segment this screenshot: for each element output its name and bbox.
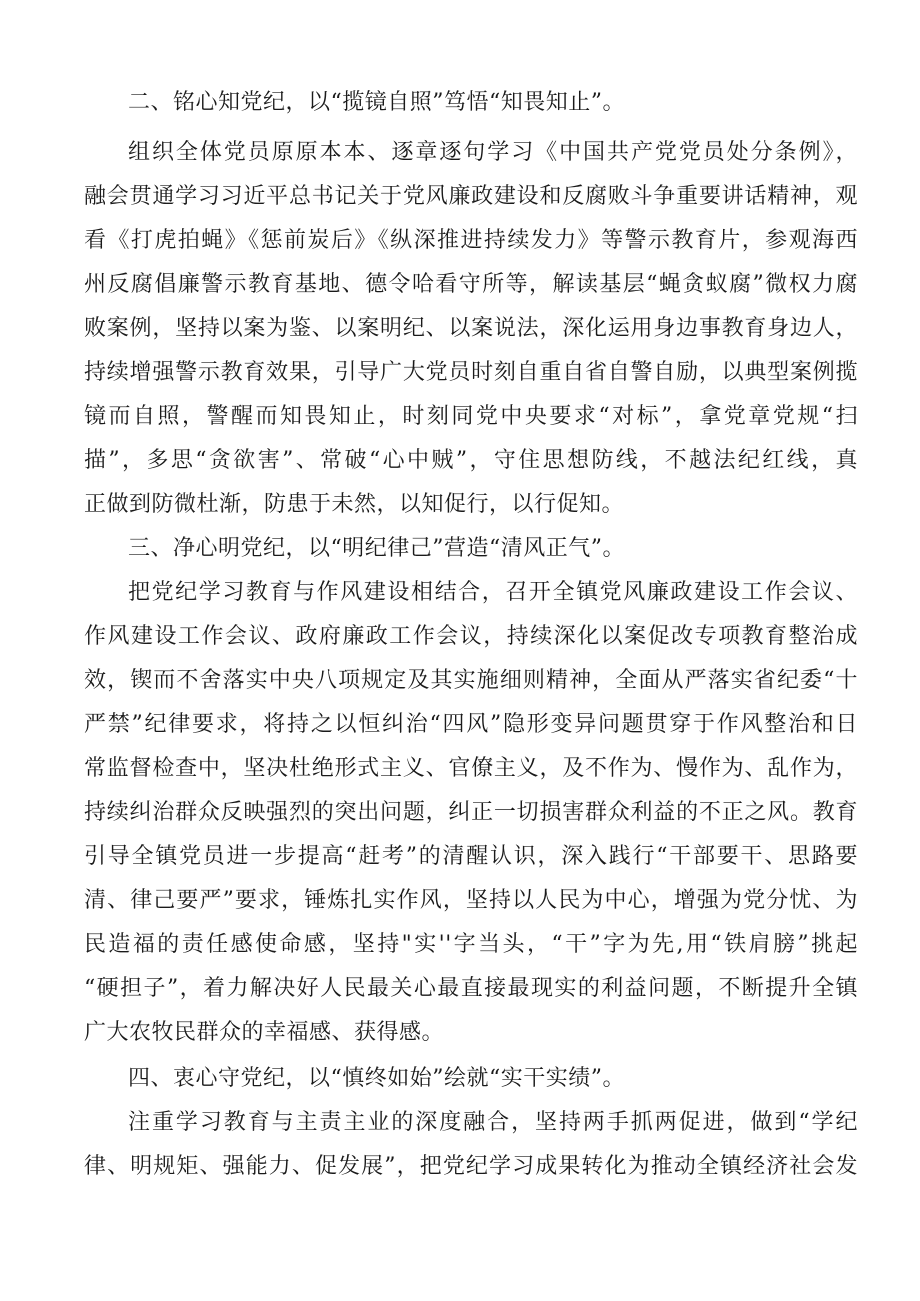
paragraph-line: 描”，多思“贪欲害”、常破“心中贼”，守住思想防线，不越法纪红线，真 [84,448,858,473]
paragraph-line: 引导全镇党员进一步提高“赶考”的清醒认识，深入践行“干部要干、思路要 [84,844,858,869]
paragraph-line: 正做到防微杜渐，防患于未然，以知促行，以行促知。 [84,492,625,517]
paragraph-line: 注重学习教育与主责主业的深度融合，坚持两手抓两促进，做到“学纪 [128,1110,858,1135]
paragraph-line: 融会贯通学习习近平总书记关于党风廉政建设和反腐败斗争重要讲话精神，观 [84,184,858,209]
paragraph-line: 州反腐倡廉警示教育基地、德令哈看守所等，解读基层“蝇贪蚁腐”微权力腐 [84,272,858,297]
paragraph-line: 镜而自照，警醒而知畏知止，时刻同党中央要求“对标”，拿党章党规“扫 [84,404,858,429]
section-heading: 四、衷心守党纪，以“慎终如始”绘就“实干实绩”。 [128,1066,625,1091]
paragraph-line: 持续纠治群众反映强烈的突出问题，纠正一切损害群众利益的不正之风。教育 [84,800,858,825]
paragraph-line: “硬担子”，着力解决好人民最关心最直接最现实的利益问题，不断提升全镇 [84,976,858,1001]
paragraph-line: 败案例，坚持以案为鉴、以案明纪、以案说法，深化运用身边事教育身边人， [84,316,858,341]
section-heading: 二、铭心知党纪，以“揽镜自照”笃悟“知畏知止”。 [128,90,625,115]
paragraph-line: 严禁”纪律要求，将持之以恒纠治“四风”隐形变异问题贯穿于作风整治和日 [84,712,858,737]
document-body [84,81,858,1189]
paragraph-line: 广大农牧民群众的幸福感、获得感。 [84,1020,445,1045]
paragraph-line: 效，锲而不舍落实中央八项规定及其实施细则精神，全面从严落实省纪委“十 [84,668,858,693]
paragraph-line: 组织全体党员原原本本、逐章逐句学习《中国共产党党员处分条例》， [128,140,858,165]
paragraph-line: 把党纪学习教育与作风建设相结合，召开全镇党风廉政建设工作会议、 [128,580,858,605]
paragraph-line: 律、明规矩、强能力、促发展”，把党纪学习成果转化为推动全镇经济社会发 [84,1154,858,1179]
paragraph-line: 持续增强警示教育效果，引导广大党员时刻自重自省自警自励，以典型案例揽 [84,360,858,385]
section-heading: 三、净心明党纪，以“明纪律己”营造“清风正气”。 [128,536,625,561]
paragraph-line: 看《打虎拍蝇》《惩前炭后》《纵深推进持续发力》等警示教育片，参观海西 [84,228,858,253]
paragraph-line: 常监督检查中，坚决杜绝形式主义、官僚主义，及不作为、慢作为、乱作为， [84,756,858,781]
paragraph-line: 清、律己要严”要求，锤炼扎实作风，坚持以人民为中心，增强为党分忧、为 [84,888,858,913]
paragraph-line: 民造福的责任感使命感，坚持"实''字当头，“干”字为先,用“铁肩膀”挑起 [84,932,858,957]
paragraph-line: 作风建设工作会议、政府廉政工作会议，持续深化以案促改专项教育整治成 [84,624,858,649]
